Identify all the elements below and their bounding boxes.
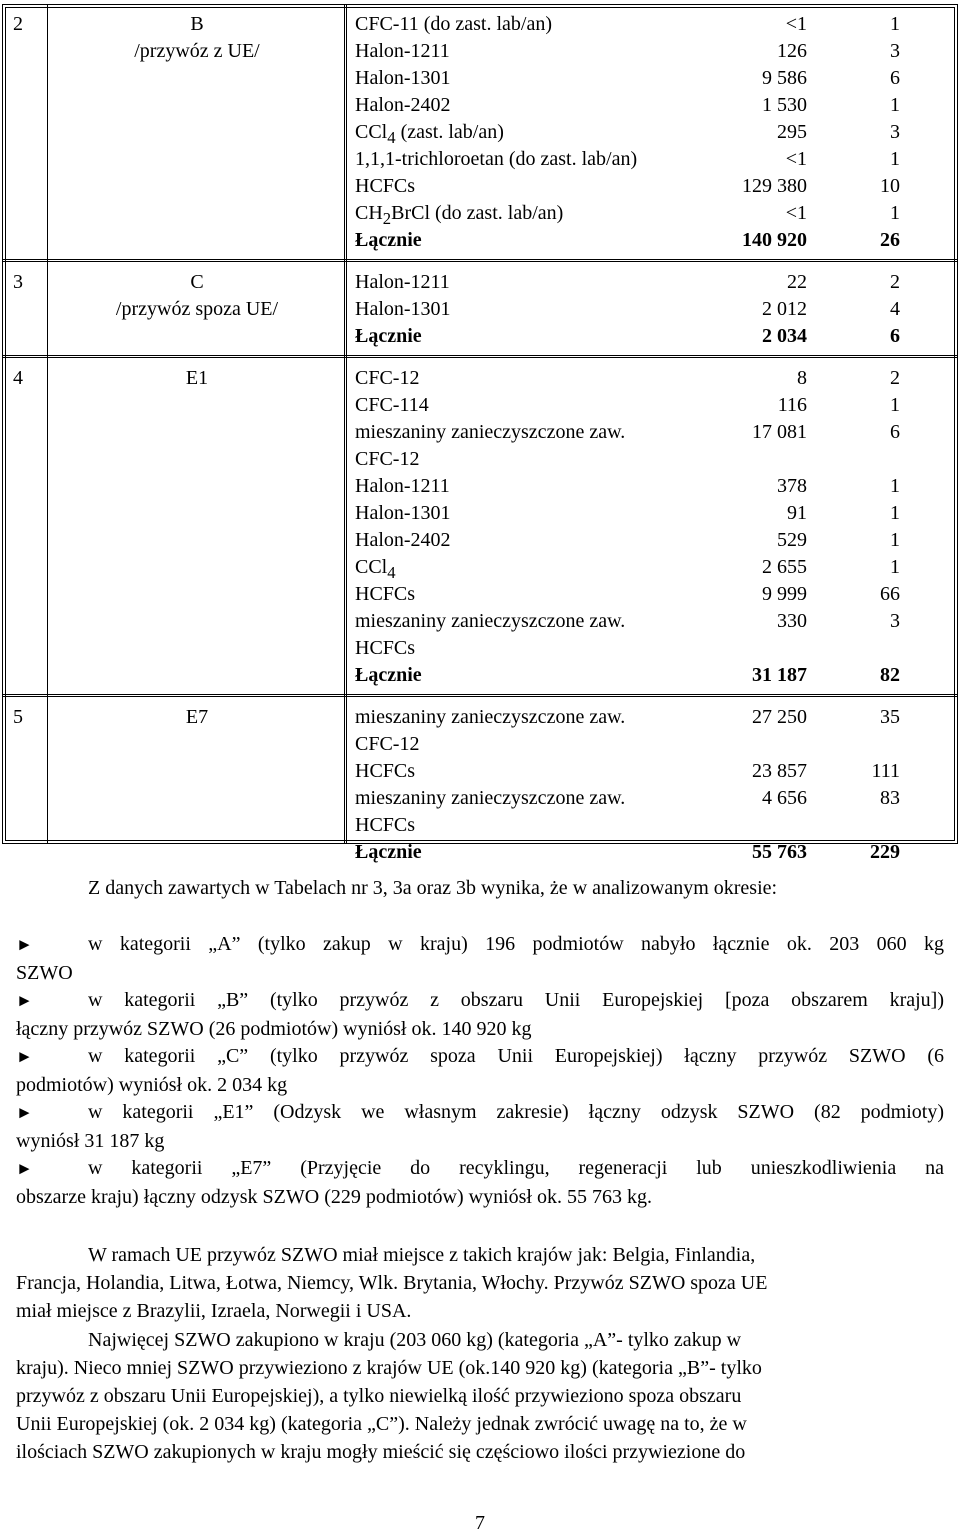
quantity-value: 378 <box>777 475 807 497</box>
entity-count: 1 <box>890 94 900 116</box>
substance-name: Halon-1301 <box>355 502 451 524</box>
substance-name: Halon-1211 <box>355 40 450 62</box>
table-group-e7 <box>3 698 957 872</box>
total-entities: 229 <box>870 841 900 863</box>
substance-name: mieszaniny zanieczyszczone zaw. <box>355 706 626 728</box>
substance-name: Halon-1211 <box>355 271 450 293</box>
substance-name: Halon-2402 <box>355 529 451 551</box>
quantity-value: <1 <box>785 202 807 224</box>
bullet-item <box>16 930 944 987</box>
bullet-item <box>16 1154 944 1211</box>
quantity-value: 22 <box>787 271 807 293</box>
total-entities: 6 <box>890 325 900 347</box>
quantity-value: 4 656 <box>762 787 807 809</box>
total-label: Łącznie <box>355 664 422 686</box>
quantity-value: 2 655 <box>762 556 807 578</box>
substance-name-cont: HCFCs <box>355 637 416 659</box>
quantity-value: 8 <box>797 367 807 389</box>
entity-count: 10 <box>880 175 900 197</box>
text-line: przywóz z obszaru Unii Europejskiej), a tylko niewielką ilość przywieziono spoza obszaru <box>16 1385 742 1407</box>
category-code: B <box>190 13 204 35</box>
bullet-text: w kategorii „E1” (Odzysk we własnym zakresie) łączny odzysk SZWO (82 podmioty) <box>88 1101 944 1123</box>
entity-count: 1 <box>890 502 900 524</box>
row-number: 3 <box>13 271 23 293</box>
category-code: C <box>190 271 204 293</box>
quantity-value: 529 <box>777 529 807 551</box>
quantity-value: 1 530 <box>762 94 807 116</box>
bullet-text: w kategorii „A” (tylko zakup w kraju) 196 podmiotów nabyło łącznie ok. 203 060 kg <box>88 933 944 955</box>
entity-count: 1 <box>890 13 900 35</box>
entity-count: 83 <box>880 787 900 809</box>
total-quantity: 2 034 <box>762 325 807 347</box>
substance-name: CFC-114 <box>355 394 429 416</box>
group-separator <box>3 694 957 697</box>
substance-name: HCFCs <box>355 175 416 197</box>
quantity-value: <1 <box>785 148 807 170</box>
substance-name: Halon-1301 <box>355 298 451 320</box>
quantity-value: 2 012 <box>762 298 807 320</box>
text-line: W ramach UE przywóz SZWO miał miejsce z takich krajów jak: Belgia, Finlandia, <box>88 1244 756 1266</box>
entity-count: 3 <box>890 40 900 62</box>
triangle-bullet-icon: ► <box>16 1047 33 1066</box>
total-label: Łącznie <box>355 325 422 347</box>
entity-count: 3 <box>890 121 900 143</box>
text-line: ilościach SZWO zakupionych w kraju mogły mieścić się częściowo ilości przywiezione do <box>16 1441 746 1463</box>
triangle-bullet-icon: ► <box>16 1103 33 1122</box>
table-group-b <box>3 5 957 260</box>
entity-count: 2 <box>890 367 900 389</box>
substance-name: CCl$_4$ (zast. lab/an) <box>355 121 504 147</box>
bullet-text-cont: łączny przywóz SZWO (26 podmiotów) wyniósł ok. 140 920 kg <box>16 1018 532 1040</box>
entity-count: 3 <box>890 610 900 632</box>
row-number: 4 <box>13 367 23 389</box>
bullet-text: w kategorii „E7” (Przyjęcie do recyklingu, regeneracji lub unieszkodliwienia na <box>88 1157 944 1179</box>
substance-name: 1,1,1-trichloroetan (do zast. lab/an) <box>355 148 638 170</box>
substance-name: mieszaniny zanieczyszczone zaw. <box>355 421 626 443</box>
group-separator <box>3 355 957 358</box>
substance-name: mieszaniny zanieczyszczone zaw. <box>355 610 626 632</box>
quantity-value: 126 <box>777 40 807 62</box>
triangle-bullet-icon: ► <box>16 991 33 1010</box>
substance-name: CCl$_4$ <box>355 556 396 582</box>
row-number: 2 <box>13 13 23 35</box>
quantity-value: 17 081 <box>752 421 807 443</box>
row-number: 5 <box>13 706 23 728</box>
substance-name: $CH_2BrCl$ (do zast. lab/an) <box>355 202 564 228</box>
entity-count: 1 <box>890 202 900 224</box>
substance-name: HCFCs <box>355 583 416 605</box>
entity-count: 1 <box>890 556 900 578</box>
entity-count: 1 <box>890 475 900 497</box>
entity-count: 1 <box>890 148 900 170</box>
bullet-item <box>16 1042 944 1099</box>
category-description: /przywóz z UE/ <box>134 40 260 62</box>
substance-name: Halon-2402 <box>355 94 451 116</box>
table-group-c <box>3 263 957 356</box>
entity-count: 6 <box>890 67 900 89</box>
quantity-value: 23 857 <box>752 760 807 782</box>
substance-name: HCFCs <box>355 760 416 782</box>
intro-paragraph: Z danych zawartych w Tabelach nr 3, 3a oraz 3b wynika, że w analizowanym okresie: <box>88 877 778 899</box>
total-label: Łącznie <box>355 229 422 251</box>
entity-count: 35 <box>880 706 900 728</box>
quantity-value: 91 <box>787 502 807 524</box>
paragraph-import-countries <box>16 1241 944 1325</box>
triangle-bullet-icon: ► <box>16 1159 33 1178</box>
bullet-item <box>16 1098 944 1155</box>
substance-name: Halon-1301 <box>355 67 451 89</box>
quantity-value: 27 250 <box>752 706 807 728</box>
total-label: Łącznie <box>355 841 422 863</box>
bullet-text: w kategorii „B” (tylko przywóz z obszaru Unii Europejskiej [poza obszarem kraju]) <box>88 989 944 1011</box>
substance-name: mieszaniny zanieczyszczone zaw. <box>355 787 626 809</box>
substance-name: CFC-12 <box>355 367 420 389</box>
substance-name-cont: HCFCs <box>355 814 416 836</box>
category-code: E1 <box>185 367 209 389</box>
bullet-text-cont: SZWO <box>16 962 73 984</box>
entity-count: 66 <box>880 583 900 605</box>
text-line: kraju). Nieco mniej SZWO przywieziono z krajów UE (ok.140 920 kg) (kategoria „B”- tylko <box>16 1357 762 1379</box>
bullet-text-cont: obszarze kraju) łączny odzysk SZWO (229 podmiotów) wyniósł ok. 55 763 kg. <box>16 1186 652 1208</box>
total-quantity: 55 763 <box>752 841 807 863</box>
text-line: Francja, Holandia, Litwa, Łotwa, Niemcy, Wlk. Brytania, Włochy. Przywóz SZWO spoza UE <box>16 1272 768 1294</box>
text-line: Unii Europejskiej (ok. 2 034 kg) (kategoria „C”). Należy jednak zwrócić uwagę na to, że w <box>16 1413 747 1435</box>
entity-count: 1 <box>890 529 900 551</box>
paragraph-summary <box>16 1326 944 1466</box>
text-line: Najwięcej SZWO zakupiono w kraju (203 060 kg) (kategoria „A”- tylko zakup w <box>88 1329 742 1351</box>
category-description: /przywóz spoza UE/ <box>115 298 279 320</box>
total-quantity: 31 187 <box>752 664 807 686</box>
quantity-value: <1 <box>785 13 807 35</box>
entity-count: 2 <box>890 271 900 293</box>
total-quantity: 140 920 <box>742 229 807 251</box>
triangle-bullet-icon: ► <box>16 935 33 954</box>
substance-name: CFC-11 (do zast. lab/an) <box>355 13 553 35</box>
entity-count: 1 <box>890 394 900 416</box>
quantity-value: 9 999 <box>762 583 807 605</box>
total-entities: 82 <box>880 664 900 686</box>
quantity-value: 9 586 <box>762 67 807 89</box>
quantity-value: 116 <box>777 394 807 416</box>
group-separator <box>3 259 957 262</box>
category-code: E7 <box>185 706 209 728</box>
entity-count: 6 <box>890 421 900 443</box>
substance-name-cont: CFC-12 <box>355 448 420 470</box>
total-entities: 26 <box>880 229 900 251</box>
text-line: miał miejsce z Brazylii, Izraela, Norwegii i USA. <box>16 1300 412 1322</box>
entity-count: 111 <box>871 760 900 782</box>
quantity-value: 129 380 <box>742 175 807 197</box>
quantity-value: 295 <box>777 121 807 143</box>
bullet-item <box>16 986 944 1043</box>
entity-count: 4 <box>890 298 900 320</box>
table-group-e1 <box>3 359 957 695</box>
data-table <box>2 4 958 863</box>
bullet-text: w kategorii „C” (tylko przywóz spoza Unii Europejskiej) łączny przywóz SZWO (6 <box>88 1045 944 1067</box>
substance-name-cont: CFC-12 <box>355 733 420 755</box>
bullet-text-cont: wyniósł 31 187 kg <box>16 1130 165 1152</box>
page-number: 7 <box>475 1512 485 1534</box>
bullet-text-cont: podmiotów) wyniósł ok. 2 034 kg <box>16 1074 288 1096</box>
quantity-value: 330 <box>777 610 807 632</box>
substance-name: Halon-1211 <box>355 475 450 497</box>
